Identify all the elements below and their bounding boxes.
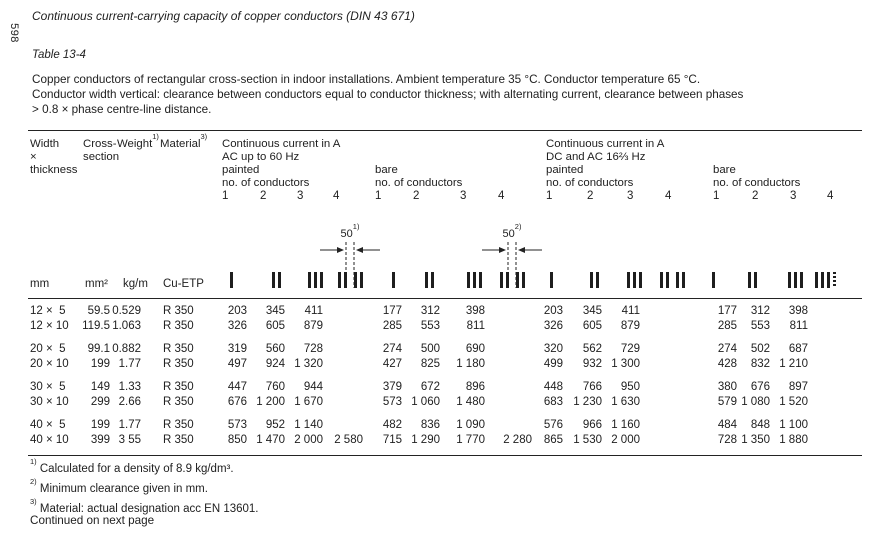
subheader-conductors: no. of conductors (546, 177, 634, 189)
material-cell: R 350 (163, 434, 194, 446)
current-cell: 203 (227, 305, 247, 317)
current-cell: 2 580 (334, 434, 363, 446)
current-cell: 1 470 (256, 434, 285, 446)
current-cell: 811 (789, 320, 808, 332)
current-cell: 502 (750, 343, 770, 355)
conductor-count-header: 4 (827, 190, 834, 202)
current-cell: 573 (227, 419, 247, 431)
table-top-rule (28, 130, 862, 131)
continued-note: Continued on next page (30, 514, 155, 527)
current-cell: 560 (265, 343, 285, 355)
subheader-ac-painted: painted (222, 164, 260, 176)
current-cell: 1 100 (779, 419, 808, 431)
col-header-weight: Weight$^{1)}$ (117, 131, 159, 150)
current-cell: 274 (717, 343, 737, 355)
current-cell: 1 210 (779, 358, 808, 370)
table-header-rule (28, 298, 862, 299)
clearance-note-2: 50$^{2)}$ (502, 221, 522, 240)
current-cell: 345 (265, 305, 285, 317)
current-cell: 398 (788, 305, 808, 317)
current-cell: 687 (788, 343, 808, 355)
current-cell: 728 (717, 434, 737, 446)
conductors-1-icon (712, 272, 715, 288)
current-cell: 729 (620, 343, 640, 355)
current-cell: 379 (382, 381, 402, 393)
current-cell: 1 200 (256, 396, 285, 408)
current-cell: 428 (717, 358, 737, 370)
size-cell: 12 × 5 (30, 305, 66, 317)
table-label: Table 13-4 (32, 49, 86, 61)
conductors-3-icon (467, 272, 482, 288)
footnote: $^{2)}$ Minimum clearance given in mm. (30, 476, 208, 495)
subheader-conductors: no. of conductors (375, 177, 463, 189)
conductor-count-header: 3 (297, 190, 304, 202)
col-header-width: Width (30, 138, 60, 150)
conductors-3-icon (627, 272, 642, 288)
current-cell: 1 090 (456, 419, 485, 431)
material-cell: R 350 (163, 320, 194, 332)
col-header-times: × (30, 151, 37, 163)
current-cell: 576 (543, 419, 563, 431)
weight-cell: 1.063 (112, 320, 141, 332)
conductor-count-header: 2 (413, 190, 420, 202)
current-cell: 427 (382, 358, 402, 370)
current-cell: 398 (465, 305, 485, 317)
current-cell: 1 060 (411, 396, 440, 408)
conductors-2-icon (425, 272, 434, 288)
current-cell: 448 (543, 381, 563, 393)
current-cell: 553 (750, 320, 770, 332)
current-cell: 1 670 (294, 396, 323, 408)
material-cell: R 350 (163, 343, 194, 355)
conductor-count-header: 1 (713, 190, 720, 202)
page-number: 598 (8, 23, 20, 43)
conductors-2-icon (272, 272, 281, 288)
size-cell: 20 × 5 (30, 343, 66, 355)
table-bottom-rule (28, 455, 862, 456)
conductors-3-icon (308, 272, 323, 288)
col-header-material: Material$^{3)}$ (160, 131, 208, 150)
conductors-4-paired-icon (660, 272, 685, 288)
current-cell: 1 770 (456, 434, 485, 446)
group-header-ac-line2: AC up to 60 Hz (222, 151, 300, 163)
conductors-1-icon (550, 272, 553, 288)
description-line: Copper conductors of rectangular cross-section in indoor installations. Ambient temperature 35 °C. Conductor temperature 65 °C. (32, 73, 701, 86)
conductors-1-icon (230, 272, 233, 288)
conductor-count-header: 2 (260, 190, 267, 202)
current-cell: 411 (621, 305, 640, 317)
current-cell: 1 880 (779, 434, 808, 446)
conductors-1-icon (392, 272, 395, 288)
current-cell: 896 (465, 381, 485, 393)
current-cell: 728 (303, 343, 323, 355)
conductor-count-header: 4 (498, 190, 505, 202)
current-cell: 605 (265, 320, 285, 332)
current-cell: 850 (227, 434, 247, 446)
cross-section-cell: 199 (90, 358, 110, 370)
cross-section-cell: 299 (90, 396, 110, 408)
subheader-dc-painted: painted (546, 164, 584, 176)
conductors-4-paired-icon (338, 272, 363, 288)
subheader-conductors: no. of conductors (222, 177, 310, 189)
conductor-count-header: 3 (790, 190, 797, 202)
group-header-dc-line2: DC and AC 16⅔ Hz (546, 151, 646, 163)
current-cell: 1 630 (611, 396, 640, 408)
col-header-cross: Cross- (83, 138, 117, 150)
conductor-count-header: 1 (375, 190, 382, 202)
subheader-ac-bare: bare (375, 164, 398, 176)
current-cell: 879 (303, 320, 323, 332)
current-cell: 411 (304, 305, 323, 317)
cross-section-cell: 119.5 (82, 320, 110, 332)
current-cell: 285 (382, 320, 402, 332)
current-cell: 320 (543, 343, 563, 355)
footnote-ref-3: 3) (200, 131, 208, 141)
current-cell: 825 (420, 358, 440, 370)
current-cell: 672 (420, 381, 440, 393)
table-description (32, 72, 743, 118)
cross-section-cell: 199 (90, 419, 110, 431)
current-cell: 1 530 (573, 434, 602, 446)
current-cell: 1 480 (456, 396, 485, 408)
description-line: > 0.8 × phase centre-line distance. (32, 103, 212, 117)
group-header-dc-line1: Continuous current in A (546, 138, 665, 150)
current-cell: 1 520 (779, 396, 808, 408)
current-cell: 897 (788, 381, 808, 393)
size-cell: 40 × 5 (30, 419, 66, 431)
current-cell: 274 (382, 343, 402, 355)
clearance-note-1: 50$^{1)}$ (340, 221, 360, 240)
current-cell: 482 (382, 419, 402, 431)
unit-material: Cu-ETP (163, 278, 204, 290)
material-cell: R 350 (163, 381, 194, 393)
current-cell: 579 (717, 396, 737, 408)
conductor-current-table (28, 130, 862, 456)
material-cell: R 350 (163, 419, 194, 431)
weight-cell: 1.33 (118, 381, 141, 393)
conductor-count-header: 3 (460, 190, 467, 202)
current-cell: 676 (750, 381, 770, 393)
current-cell: 500 (420, 343, 440, 355)
current-cell: 865 (543, 434, 563, 446)
current-cell: 2 280 (503, 434, 532, 446)
current-cell: 944 (303, 381, 323, 393)
size-cell: 30 × 10 (30, 396, 69, 408)
unit-weight: kg/m (123, 278, 148, 290)
current-cell: 447 (227, 381, 247, 393)
current-cell: 312 (750, 305, 770, 317)
current-cell: 562 (582, 343, 602, 355)
size-cell: 40 × 10 (30, 434, 69, 446)
current-cell: 924 (265, 358, 285, 370)
current-cell: 760 (265, 381, 285, 393)
conductors-4-paired-icon (500, 272, 525, 288)
current-cell: 2 000 (294, 434, 323, 446)
current-cell: 1 350 (741, 434, 770, 446)
current-cell: 966 (582, 419, 602, 431)
current-cell: 319 (227, 343, 247, 355)
current-cell: 952 (265, 419, 285, 431)
footnote-ref-2: 2) (514, 221, 522, 231)
current-cell: 1 180 (456, 358, 485, 370)
unit-size: mm (30, 278, 50, 290)
current-cell: 766 (582, 381, 602, 393)
conductor-count-header: 1 (222, 190, 229, 202)
weight-cell: 2.66 (118, 396, 141, 408)
conductor-count-header: 1 (546, 190, 553, 202)
current-cell: 2 000 (611, 434, 640, 446)
size-cell: 30 × 5 (30, 381, 66, 393)
current-cell: 605 (582, 320, 602, 332)
current-cell: 715 (382, 434, 402, 446)
current-cell: 1 080 (741, 396, 770, 408)
material-cell: R 350 (163, 358, 194, 370)
current-cell: 1 320 (294, 358, 323, 370)
conductor-count-header: 4 (333, 190, 340, 202)
current-cell: 848 (750, 419, 770, 431)
current-cell: 203 (543, 305, 563, 317)
weight-cell: 1.77 (118, 358, 141, 370)
size-cell: 12 × 10 (30, 320, 69, 332)
current-cell: 836 (420, 419, 440, 431)
current-cell: 345 (582, 305, 602, 317)
footnote-ref-1: 1) (352, 221, 360, 231)
current-cell: 1 230 (573, 396, 602, 408)
conductor-count-header: 3 (627, 190, 634, 202)
footnotes (30, 456, 259, 519)
description-line: Conductor width vertical: clearance between conductors equal to conductor thickness; with alternating current, clearance between phases (32, 88, 744, 102)
current-cell: 326 (227, 320, 247, 332)
conductors-3-icon (788, 272, 803, 288)
current-cell: 1 140 (294, 419, 323, 431)
weight-cell: 1.77 (118, 419, 141, 431)
current-cell: 932 (582, 358, 602, 370)
current-cell: 1 290 (411, 434, 440, 446)
current-cell: 832 (750, 358, 770, 370)
conductors-2-icon (590, 272, 599, 288)
current-cell: 497 (227, 358, 247, 370)
size-cell: 20 × 10 (30, 358, 69, 370)
subheader-dc-bare: bare (713, 164, 736, 176)
weight-cell: 0.882 (112, 343, 141, 355)
group-header-ac-line1: Continuous current in A (222, 138, 341, 150)
weight-cell: 0.529 (112, 305, 141, 317)
current-cell: 879 (620, 320, 640, 332)
current-cell: 312 (420, 305, 440, 317)
current-cell: 1 300 (611, 358, 640, 370)
cross-section-cell: 399 (90, 434, 110, 446)
current-cell: 950 (620, 381, 640, 393)
current-cell: 380 (717, 381, 737, 393)
conductors-2-icon (748, 272, 757, 288)
current-cell: 484 (717, 419, 737, 431)
cross-section-cell: 99.1 (87, 343, 110, 355)
current-cell: 811 (466, 320, 485, 332)
conductor-count-header: 4 (665, 190, 672, 202)
conductors-4-icon (815, 272, 836, 288)
current-cell: 676 (227, 396, 247, 408)
conductor-count-header: 2 (752, 190, 759, 202)
subheader-conductors: no. of conductors (713, 177, 801, 189)
current-cell: 499 (543, 358, 563, 370)
unit-cross: mm² (85, 278, 108, 290)
current-cell: 690 (465, 343, 485, 355)
conductor-count-header: 2 (587, 190, 594, 202)
current-cell: 326 (543, 320, 563, 332)
cross-section-cell: 149 (90, 381, 110, 393)
cross-section-cell: 59.5 (87, 305, 110, 317)
current-cell: 573 (382, 396, 402, 408)
footnote-ref-1: 1) (152, 131, 159, 141)
col-header-section: section (83, 151, 120, 163)
col-header-thickness: thickness (30, 164, 78, 176)
page-title: Continuous current-carrying capacity of copper conductors (DIN 43 671) (32, 9, 415, 23)
current-cell: 177 (717, 305, 737, 317)
current-cell: 1 160 (611, 419, 640, 431)
footnote: $^{3)}$ Material: actual designation acc EN 13601. (30, 496, 259, 515)
current-cell: 177 (382, 305, 402, 317)
material-cell: R 350 (163, 396, 194, 408)
current-cell: 285 (717, 320, 737, 332)
current-cell: 683 (543, 396, 563, 408)
material-cell: R 350 (163, 305, 194, 317)
current-cell: 553 (420, 320, 440, 332)
weight-cell: 3 55 (118, 434, 141, 446)
footnote: $^{1)}$ Calculated for a density of 8.9 kg/dm³. (30, 456, 234, 475)
